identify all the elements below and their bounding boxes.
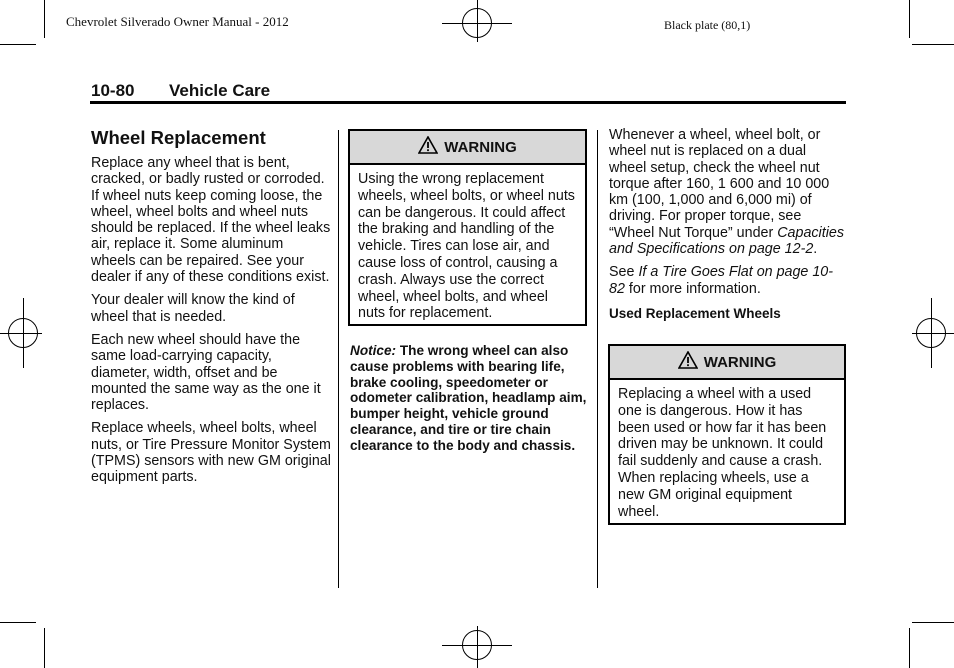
warning-box	[348, 129, 587, 326]
crop-mark	[909, 0, 910, 38]
warning-text: Using the wrong replacement wheels, wheel bolts, or wheel nuts can be dangerous. It could affect the braking and handling of the vehicle. Tires can lose air, and cause loss of control, causing a crash. Always use the correct wheel, wheel bolts, and wheel nuts for replacement.	[358, 171, 575, 322]
notice	[350, 343, 590, 454]
warning-header	[610, 346, 844, 380]
warning-label: WARNING	[444, 138, 517, 156]
paragraph: Each new wheel should have the same load-carrying capacity, diameter, width, offset and be mounted the same way as the one it replaces.	[91, 331, 321, 414]
manual-title: Chevrolet Silverado Owner Manual - 2012	[66, 14, 289, 29]
more-info-text: for more information.	[628, 280, 761, 297]
warning-text: Replacing a wheel with a used one is dangerous. How it has been used or how far it has been driven may be unknown. It could fail suddenly and cause a crash. When replacing wheels, use a new GM original equipment wheel.	[618, 386, 827, 520]
column-divider	[597, 130, 598, 588]
see-text: See	[609, 264, 635, 281]
capacities-reference-link[interactable]: Capacities and Specifications on page 12-2	[609, 224, 844, 258]
warning-header	[350, 131, 585, 165]
paragraph: Your dealer will know the kind of wheel that is needed.	[91, 292, 295, 325]
crop-mark	[912, 44, 954, 45]
crop-mark	[0, 622, 36, 623]
warning-label: WARNING	[703, 353, 777, 371]
period: .	[813, 241, 818, 258]
paragraph: Replace wheels, wheel bolts, wheel nuts, or Tire Pressure Monitor System (TPMS) sensors with new GM original equipment parts.	[91, 420, 331, 486]
torque-text: Whenever a wheel, wheel bolt, or wheel nut is replaced on a dual wheel setup, check the wheel nut torque after 160, 1 600 and 10 000 km (100, 1,000 and 6,000 mi) of driving. For proper torque, see “Wheel Nut Torque” under	[609, 127, 830, 241]
section-heading: Wheel Replacement	[91, 127, 266, 148]
crop-mark	[44, 0, 45, 38]
page-number: 10-80	[91, 81, 135, 100]
crop-mark	[0, 44, 36, 45]
notice-label: Notice:	[350, 343, 397, 358]
paragraph	[609, 264, 847, 297]
warning-triangle-icon	[678, 351, 698, 373]
warning-box	[608, 344, 846, 525]
crop-mark	[44, 628, 45, 668]
crop-mark	[912, 622, 954, 623]
notice-text: The wrong wheel can also cause problems with bearing life, brake cooling, speedometer or odometer calibration, headlamp aim, bumper height, vehicle ground clearance, and tire or tire chain clearance to the body and chassis.	[350, 343, 587, 453]
section-title: Vehicle Care	[169, 81, 271, 100]
warning-triangle-icon	[418, 136, 438, 158]
subheading: Used Replacement Wheels	[609, 305, 781, 321]
column-3	[609, 127, 847, 321]
column-1	[91, 127, 331, 486]
paragraph	[609, 127, 847, 257]
paragraph: Replace any wheel that is bent, cracked, or badly rusted or corroded. If wheel nuts keep coming loose, the wheel, wheel bolts and wheel nuts should be replaced. If the wheel leaks air, replace it. Some aluminum wheels can be repaired. See your dealer if any of these conditions exist.	[91, 155, 331, 286]
crop-mark	[909, 628, 910, 668]
flat-tire-reference-link[interactable]: If a Tire Goes Flat on page 10-82	[609, 264, 834, 297]
plate-label: Black plate (80,1)	[664, 18, 751, 32]
header-rule	[90, 101, 846, 104]
column-divider	[338, 130, 339, 588]
